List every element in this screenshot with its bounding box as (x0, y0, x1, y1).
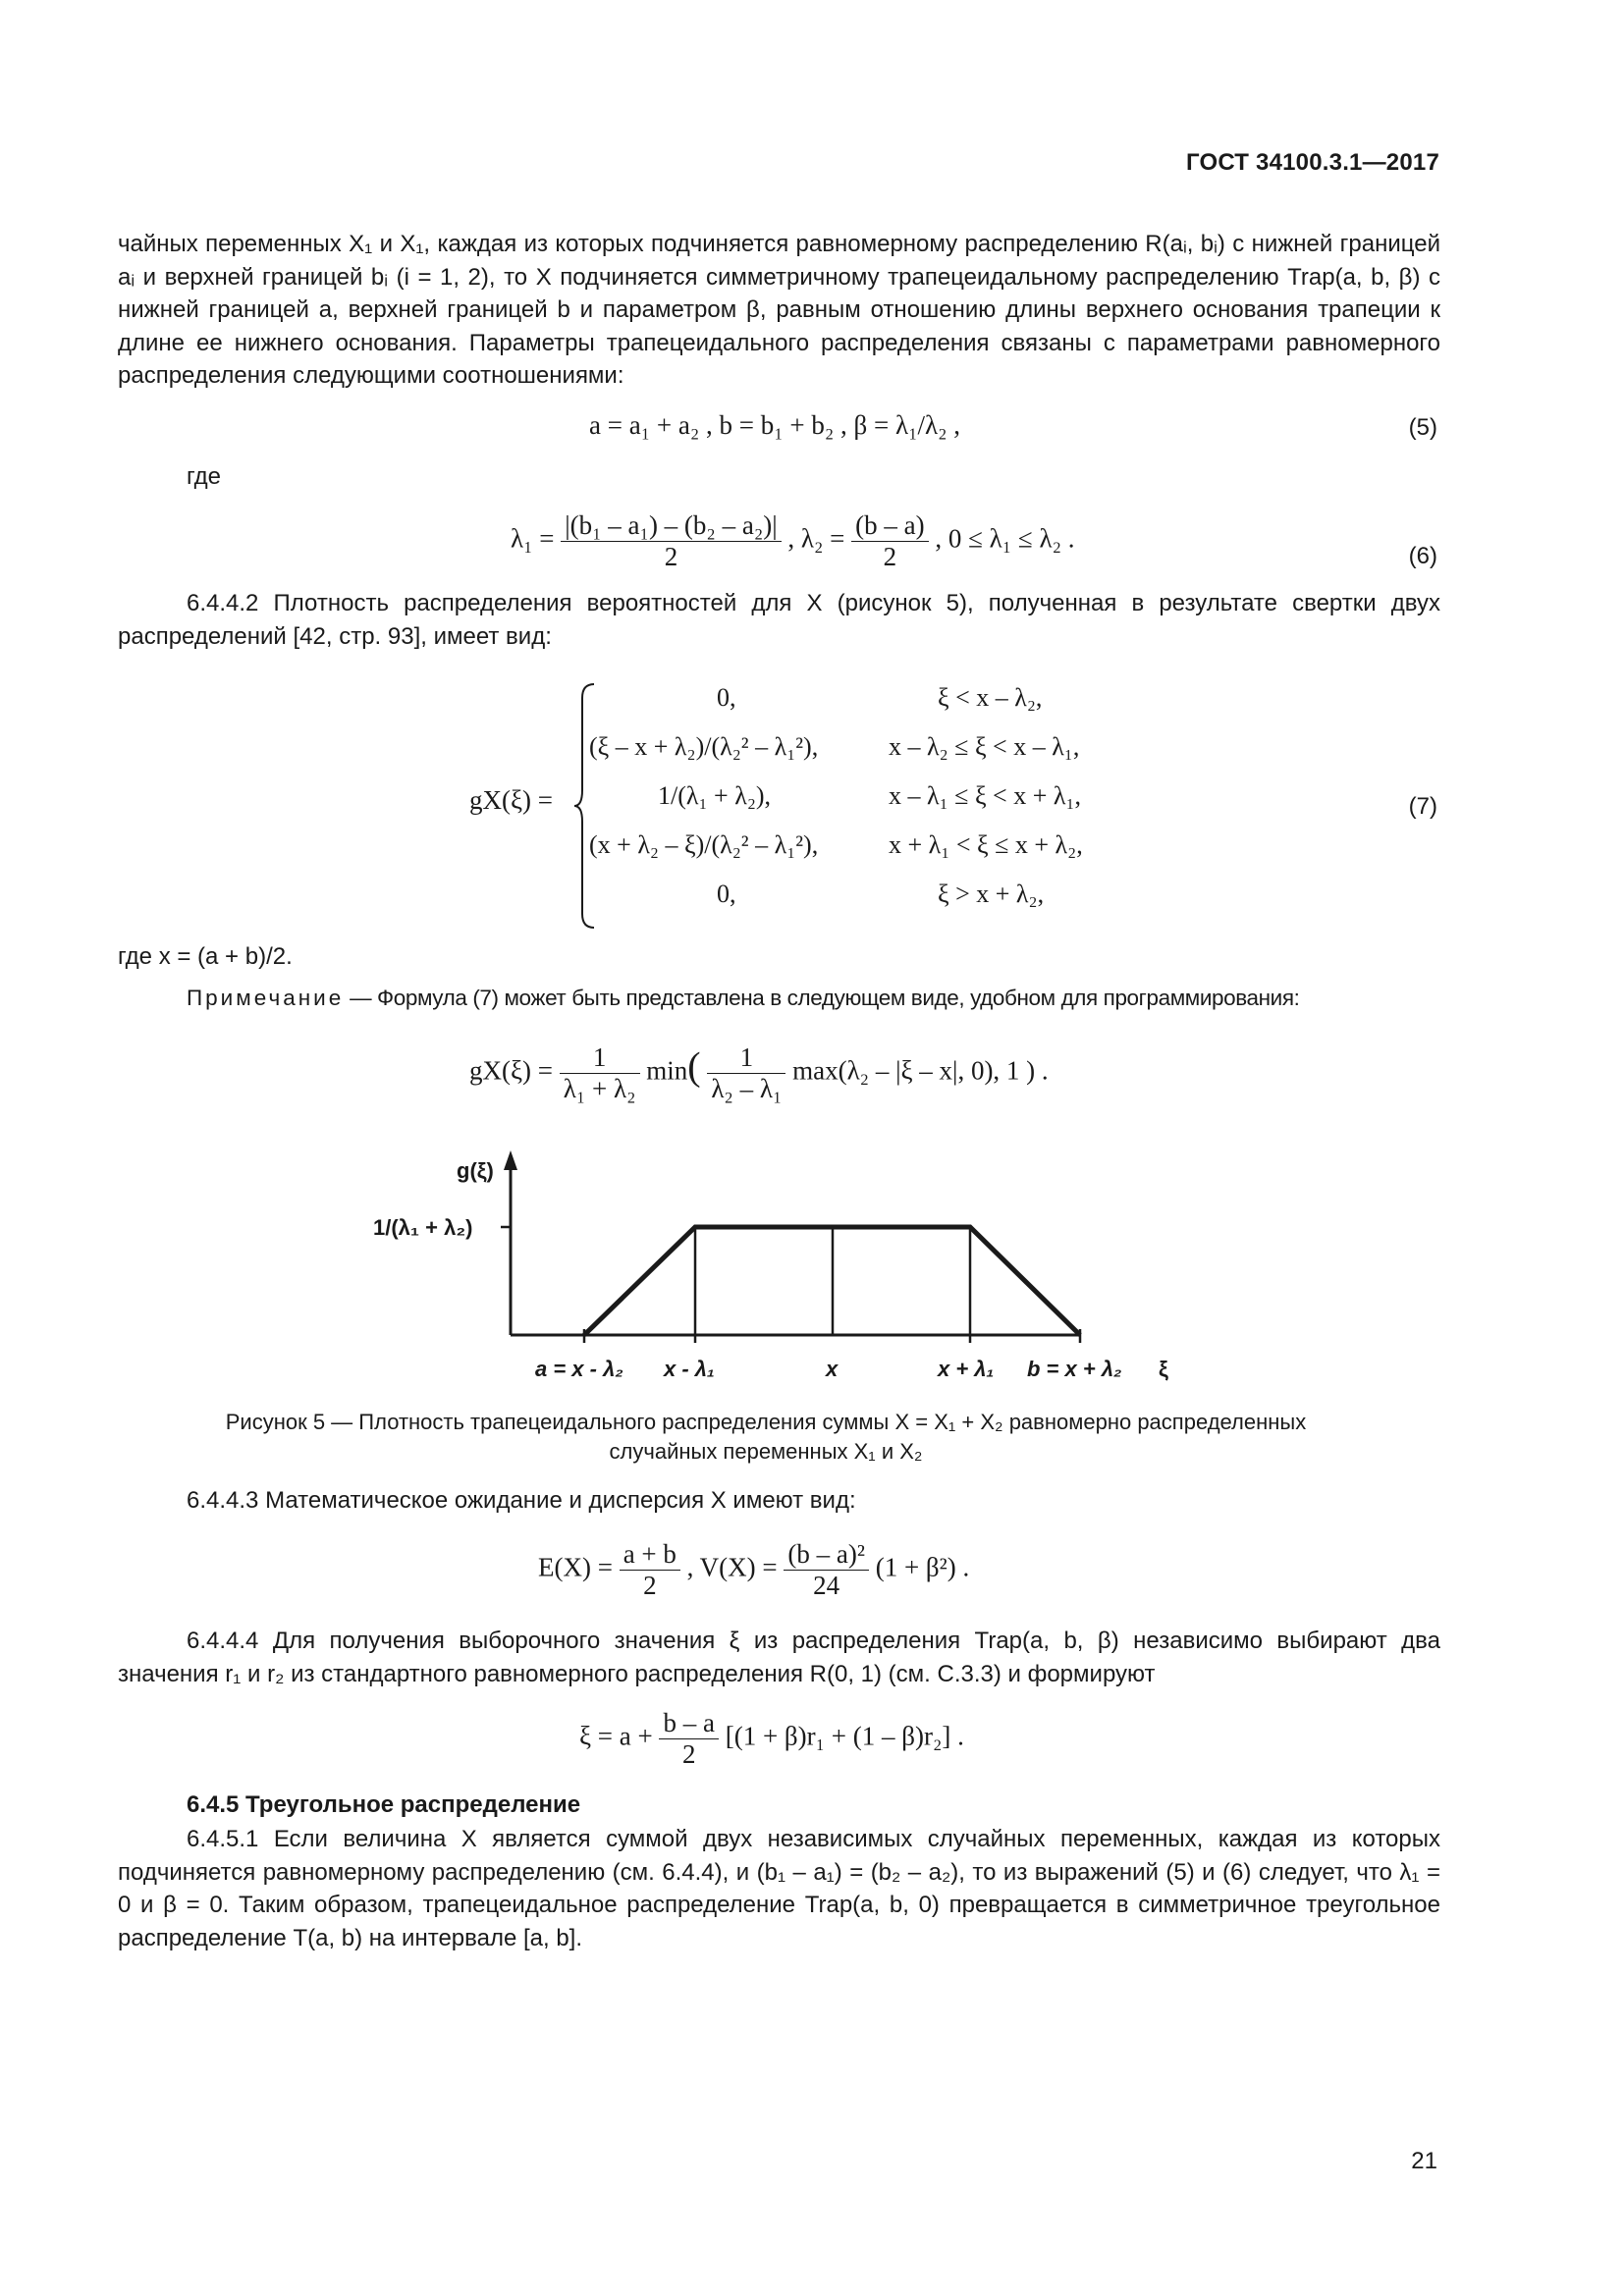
ev-fraction-1: $\frac{a + b}{2}$ (620, 1539, 680, 1601)
equation-7-lhs: gX(ξ) = (469, 785, 553, 815)
paragraph-continuation: чайных переменных X₁ и X₁, каждая из которых подчиняется равномерному распределению R(aᵢ, bᵢ) с нижней границей aᵢ и верхней границей bᵢ (i = 1, 2), то X подчиняется симметричному трапецеидальному распределению Trap(a, b, β) с нижней границей a, верхней границей b и параметром β, равным отношению длины верхнего основания трапеции к длине ее нижнего основания. Параметры трапецеидального распределения связаны с параметрами равномерного распределения следующими соотношениями: (118, 231, 1440, 389)
equation-7-number: (7) (1408, 793, 1437, 820)
equation-7-cases (589, 683, 1139, 929)
note-fraction-1: $\frac{1}{\text{λ₁ + λ₂}}$ (560, 1042, 640, 1104)
note-formula: gX(ξ) = $\frac{1}{\text{λ₁ + λ₂}}$ min( $\frac{1}{\text{λ₂ – λ₁}}$ max(λ₂ – |ξ – x|, 0), 1 ) . (469, 1042, 1049, 1103)
x-tick-label: a = x - λ₂ (535, 1357, 623, 1381)
expectation-variance-formula: E(X) = $\frac{a + b}{2}$ , V(X) = $\frac{\text{(b – a)²}}{24}$ (1 + β²) . (538, 1539, 970, 1600)
eq6-fraction-2: $\frac{(b - a)}{2}$ (851, 510, 928, 572)
page-number: 21 (1411, 2148, 1437, 2174)
where-x-definition: где x = (a + b)/2. (118, 943, 293, 970)
equation-6-number: (6) (1408, 543, 1437, 569)
ev-fraction-2: $\frac{\text{(b – a)²}}{24}$ (784, 1539, 869, 1601)
case-row: (x + λ₂ – ξ)/(λ₂² – λ₁²), x + λ₁ < ξ ≤ x + λ₂, (589, 830, 1083, 859)
case-row: 0, ξ < x – λ₂, (717, 683, 1043, 712)
eq6-fraction-1: $\frac{\text{|(b₁ – a₁) – (b₂ – a₂)|}}{2}$ (561, 510, 781, 572)
case-row: (ξ – x + λ₂)/(λ₂² – λ₁²), x – λ₂ ≤ ξ < x – λ₁, (589, 732, 1080, 761)
case-row: 1/(λ₁ + λ₂), x – λ₁ ≤ ξ < x + λ₁, (658, 781, 1082, 810)
y-tick-label: 1/(λ₁ + λ₂) (373, 1215, 473, 1240)
where-label: где (187, 463, 222, 490)
section-heading-6-4-5: 6.4.5 Треугольное распределение (187, 1791, 581, 1818)
equation-5-number: (5) (1408, 414, 1437, 441)
y-axis-arrow (504, 1150, 517, 1170)
xi-fraction: $\frac{b - a}{2}$ (659, 1708, 718, 1770)
case-row: 0, ξ > x + λ₂, (717, 880, 1045, 908)
y-axis-label: g(ξ) (457, 1158, 494, 1183)
figure-caption: Рисунок 5 — Плотность трапецеидального распределения суммы X = X₁ + X₂ равномерно распределенных случайных переменных X₁ и X₂ (225, 1410, 1307, 1464)
equation-5: a = a₁ + a₂ , b = b₁ + b₂ , β = λ₁/λ₂ , (589, 410, 960, 440)
paragraph-6-4-4-3: 6.4.4.3 Математическое ожидание и дисперсия X имеют вид: (187, 1487, 856, 1514)
paragraph-6-4-4-2: 6.4.4.2 Плотность распределения вероятностей для X (рисунок 5), полученная в результате свертки двух распределений [42, стр. 93], имеет вид: (118, 590, 1440, 650)
x-axis-label: ξ (1159, 1357, 1168, 1381)
note: Примечание — Формула (7) может быть представлена в следующем виде, удобном для программирования: (187, 986, 1300, 1010)
equation-6: λ₁ = $\frac{\text{|(b₁ – a₁) – (b₂ – a₂)|}}{2}$ , λ₂ = $\frac{(b - a)}{2}$ , 0 ≤ λ₁ ≤ λ₂ . (511, 510, 1075, 571)
paragraph-6-4-4-4: 6.4.4.4 Для получения выборочного значения ξ из распределения Trap(a, b, β) независимо выбирают два значения r₁ и r₂ из стандартного равномерного распределения R(0, 1) (см. С.3.3) и формируют (118, 1628, 1440, 1687)
x-tick-label: x (826, 1357, 839, 1381)
x-tick-label: x + λ₁ (938, 1357, 995, 1381)
x-tick-label: x - λ₁ (664, 1357, 715, 1381)
x-tick-label: b = x + λ₂ (1027, 1357, 1122, 1381)
standard-header: ГОСТ 34100.3.1—2017 (1186, 149, 1439, 176)
note-fraction-2: $\frac{1}{\text{λ₂ – λ₁}}$ (707, 1042, 785, 1104)
trapezoidal-density-figure (334, 1148, 1218, 1394)
paragraph-6-4-5-1: 6.4.5.1 Если величина X является суммой двух независимых случайных переменных, каждая из которых подчиняется равномерному распределению (см. 6.4.4), и (b₁ – a₁) = (b₂ – a₂), то из выражений (5) и (6) следует, что λ₁ = 0 и β = 0. Таким образом, трапецеидальное распределение Trap(a, b, 0) превращается в симметричное треугольное распределение T(a, b) на интервале [a, b]. (118, 1826, 1440, 1951)
sample-value-formula: ξ = a + $\frac{b - a}{2}$ [(1 + β)r₁ + (1 – β)r₂] . (579, 1708, 964, 1769)
